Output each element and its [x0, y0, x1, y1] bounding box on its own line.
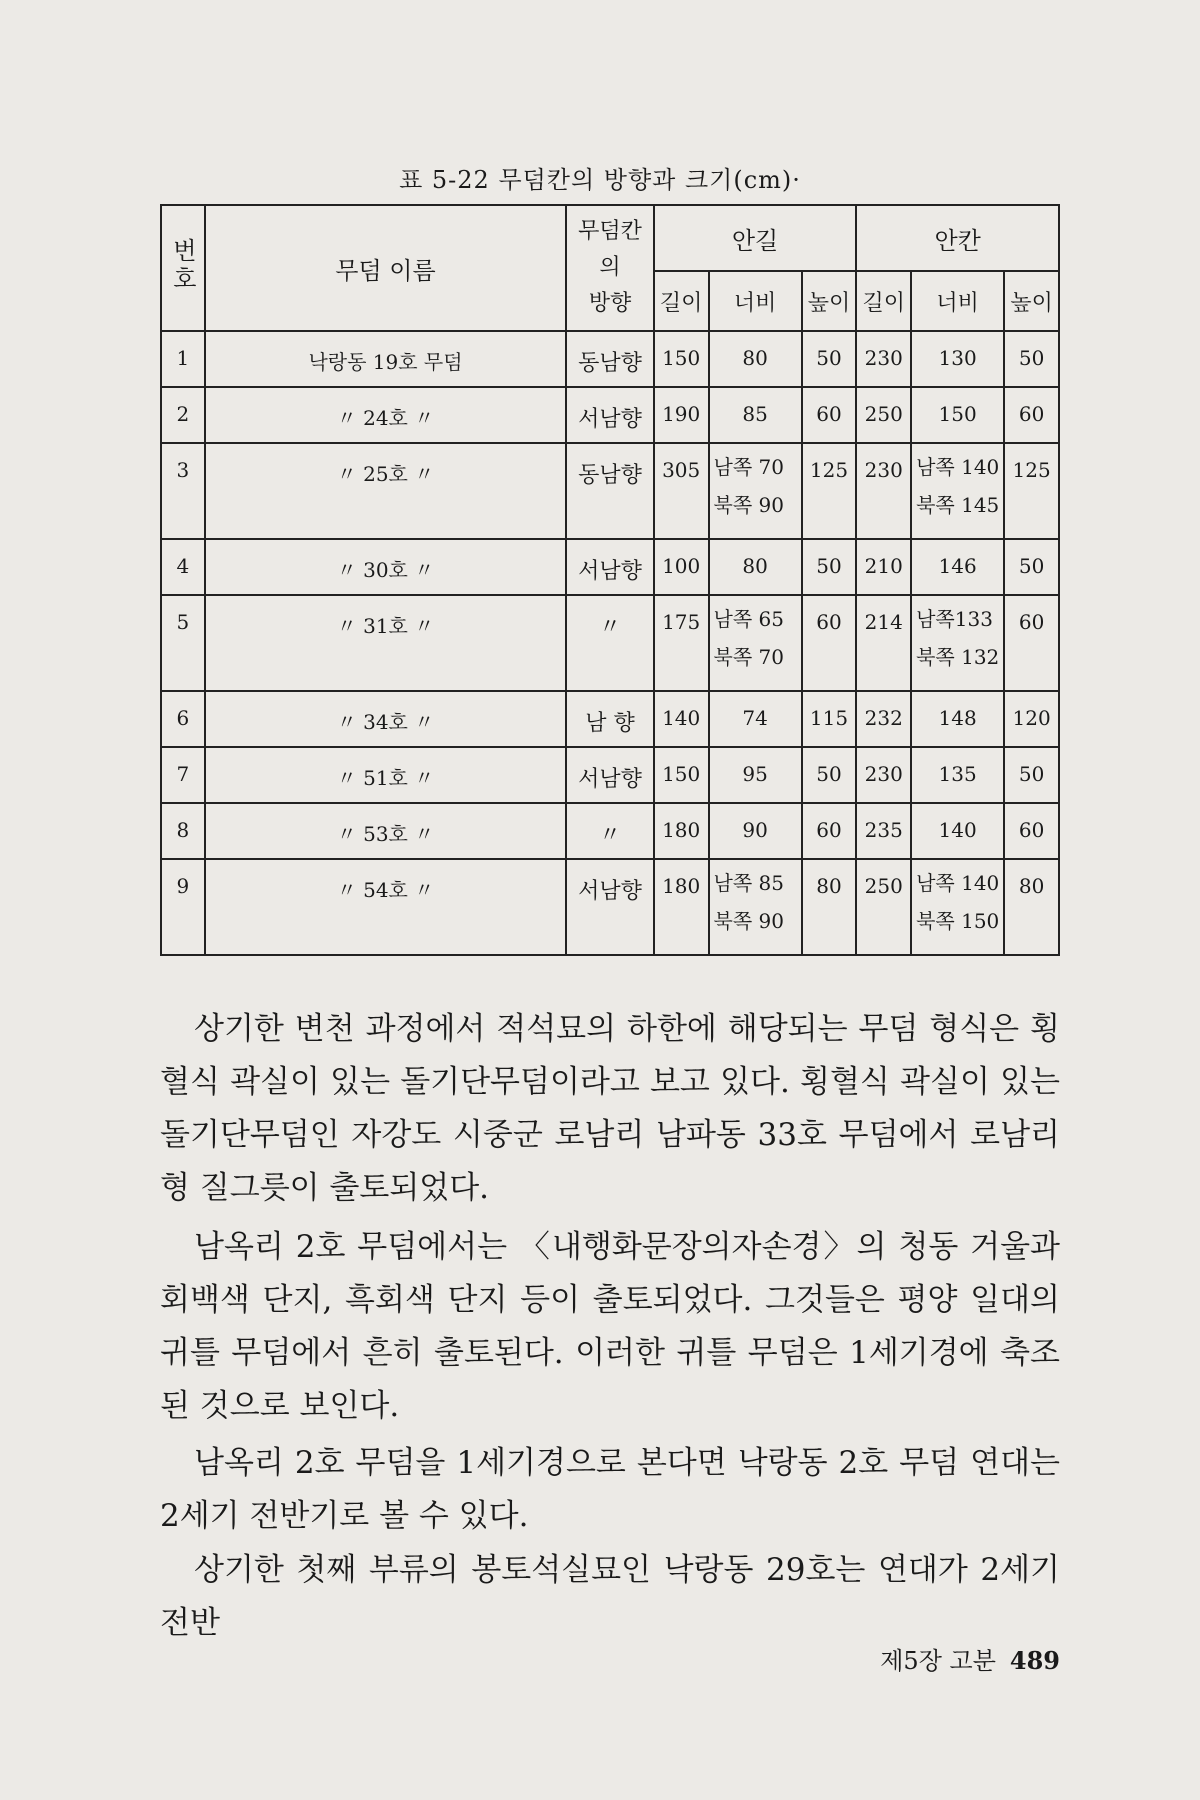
- chamber-length: 250: [856, 387, 911, 443]
- chamber-direction: 동남향: [566, 443, 654, 539]
- passage-width: 80: [709, 331, 802, 387]
- header-passage: 안길: [654, 205, 857, 271]
- chamber-direction: 〃: [566, 803, 654, 859]
- chamber-width-south: 남쪽133: [916, 607, 993, 631]
- table-row: [161, 331, 1059, 387]
- tomb-name: 〃 34호 〃: [205, 691, 566, 747]
- table-caption: 표 5-22 무덤칸의 방향과 크기(cm)·: [399, 166, 801, 194]
- table-row: [161, 387, 1059, 443]
- chamber-width-north: 북쪽 150: [916, 909, 1000, 933]
- tomb-name: 〃 31호 〃: [205, 595, 566, 691]
- chamber-length: 250: [856, 859, 911, 955]
- row-number: 4: [161, 539, 205, 595]
- chapter-title: 제5장 고분: [880, 1647, 996, 1675]
- passage-width: 95: [709, 747, 802, 803]
- table-row: [161, 539, 1059, 595]
- passage-width-south: 남쪽 85: [713, 871, 784, 895]
- passage-width-north: 북쪽 70: [713, 645, 784, 669]
- header-chamber: 안칸: [856, 205, 1059, 271]
- row-number: 7: [161, 747, 205, 803]
- tomb-name: 〃 54호 〃: [205, 859, 566, 955]
- passage-length: 180: [654, 803, 709, 859]
- passage-width-south: 남쪽 65: [713, 607, 784, 631]
- tomb-table: [160, 204, 1060, 956]
- chamber-width: 130: [911, 331, 1004, 387]
- chamber-direction: 동남향: [566, 331, 654, 387]
- passage-width-north: 북쪽 90: [713, 493, 784, 517]
- passage-height: 125: [802, 443, 857, 539]
- tomb-name: 〃 25호 〃: [205, 443, 566, 539]
- chamber-height: 50: [1004, 539, 1059, 595]
- chamber-width: [911, 859, 1004, 955]
- header-passage-width: 너비: [709, 271, 802, 331]
- chamber-height: 60: [1004, 595, 1059, 691]
- chamber-height: 50: [1004, 331, 1059, 387]
- passage-length: 180: [654, 859, 709, 955]
- row-number: 3: [161, 443, 205, 539]
- passage-height: 60: [802, 595, 857, 691]
- passage-width: 74: [709, 691, 802, 747]
- passage-height: 115: [802, 691, 857, 747]
- header-number: 번호: [161, 205, 205, 331]
- chamber-length: 230: [856, 331, 911, 387]
- chamber-width-north: 북쪽 132: [916, 645, 1000, 669]
- table-row: [161, 691, 1059, 747]
- passage-height: 50: [802, 747, 857, 803]
- passage-width: 90: [709, 803, 802, 859]
- header-passage-length: 길이: [654, 271, 709, 331]
- table-row: [161, 595, 1059, 691]
- chamber-width: 150: [911, 387, 1004, 443]
- passage-length: 305: [654, 443, 709, 539]
- tomb-name: 〃 30호 〃: [205, 539, 566, 595]
- passage-height: 50: [802, 539, 857, 595]
- passage-length: 140: [654, 691, 709, 747]
- body-paragraph: 상기한 첫째 부류의 봉토석실묘인 낙랑동 29호는 연대가 2세기 전반: [160, 1552, 1060, 1641]
- chamber-direction: 남 향: [566, 691, 654, 747]
- table-row: [161, 747, 1059, 803]
- chamber-height: 80: [1004, 859, 1059, 955]
- chamber-width-south: 남쪽 140: [916, 871, 1000, 895]
- passage-length: 150: [654, 331, 709, 387]
- passage-width-south: 남쪽 70: [713, 455, 784, 479]
- passage-height: 60: [802, 387, 857, 443]
- passage-height: 50: [802, 331, 857, 387]
- chamber-width: [911, 443, 1004, 539]
- chamber-width: 148: [911, 691, 1004, 747]
- chamber-width: 146: [911, 539, 1004, 595]
- header-chamber-length: 길이: [856, 271, 911, 331]
- header-chamber-width: 너비: [911, 271, 1004, 331]
- chamber-height: 60: [1004, 803, 1059, 859]
- passage-length: 190: [654, 387, 709, 443]
- tomb-name: 〃 51호 〃: [205, 747, 566, 803]
- row-number: 5: [161, 595, 205, 691]
- passage-length: 100: [654, 539, 709, 595]
- header-name: 무덤 이름: [205, 205, 566, 331]
- passage-width: 85: [709, 387, 802, 443]
- chamber-width: [911, 595, 1004, 691]
- row-number: 9: [161, 859, 205, 955]
- chamber-length: 214: [856, 595, 911, 691]
- chamber-length: 230: [856, 747, 911, 803]
- passage-length: 175: [654, 595, 709, 691]
- table-row: [161, 803, 1059, 859]
- chamber-direction: 서남향: [566, 387, 654, 443]
- passage-width: [709, 859, 802, 955]
- chamber-direction: 서남향: [566, 859, 654, 955]
- row-number: 8: [161, 803, 205, 859]
- body-paragraph: 남옥리 2호 무덤에서는 〈내행화문장의자손경〉의 청동 거울과 회백색 단지, 흑회색 단지 등이 출토되었다. 그것들은 평양 일대의 귀틀 무덤에서 흔히 출토된다. 이러한 귀틀 무덤은 1세기경에 축조된 것으로 보인다.: [160, 1229, 1060, 1424]
- body-paragraph: 남옥리 2호 무덤을 1세기경으로 본다면 낙랑동 2호 무덤 연대는 2세기 전반기로 볼 수 있다.: [160, 1445, 1060, 1534]
- passage-length: 150: [654, 747, 709, 803]
- chamber-width: 135: [911, 747, 1004, 803]
- chamber-direction: 서남향: [566, 747, 654, 803]
- body-paragraph: 상기한 변천 과정에서 적석묘의 하한에 해당되는 무덤 형식은 횡혈식 곽실이 있는 돌기단무덤이라고 보고 있다. 횡혈식 곽실이 있는 돌기단무덤인 자강도 시중군 로남리 남파동 33호 무덤에서 로남리형 질그릇이 출토되었다.: [160, 1011, 1060, 1206]
- table-row: [161, 859, 1059, 955]
- tomb-name: 〃 53호 〃: [205, 803, 566, 859]
- tomb-name: 낙랑동 19호 무덤: [205, 331, 566, 387]
- header-chamber-height: 높이: [1004, 271, 1059, 331]
- header-passage-height: 높이: [802, 271, 857, 331]
- passage-height: 60: [802, 803, 857, 859]
- chamber-length: 235: [856, 803, 911, 859]
- chamber-direction: 〃: [566, 595, 654, 691]
- chamber-length: 230: [856, 443, 911, 539]
- page-number: 489: [1009, 1646, 1060, 1675]
- chamber-height: 120: [1004, 691, 1059, 747]
- chamber-height: 125: [1004, 443, 1059, 539]
- passage-width: [709, 595, 802, 691]
- passage-height: 80: [802, 859, 857, 955]
- chamber-width-north: 북쪽 145: [916, 493, 1000, 517]
- passage-width: [709, 443, 802, 539]
- chamber-length: 210: [856, 539, 911, 595]
- table-row: [161, 443, 1059, 539]
- chamber-width: 140: [911, 803, 1004, 859]
- chamber-height: 60: [1004, 387, 1059, 443]
- row-number: 1: [161, 331, 205, 387]
- page-footer: [800, 1641, 1060, 1676]
- row-number: 2: [161, 387, 205, 443]
- chamber-length: 232: [856, 691, 911, 747]
- header-direction: 무덤칸 의 방향: [566, 205, 654, 331]
- passage-width: 80: [709, 539, 802, 595]
- chamber-width-south: 남쪽 140: [916, 455, 1000, 479]
- chamber-direction: 서남향: [566, 539, 654, 595]
- chamber-height: 50: [1004, 747, 1059, 803]
- row-number: 6: [161, 691, 205, 747]
- tomb-name: 〃 24호 〃: [205, 387, 566, 443]
- passage-width-north: 북쪽 90: [713, 909, 784, 933]
